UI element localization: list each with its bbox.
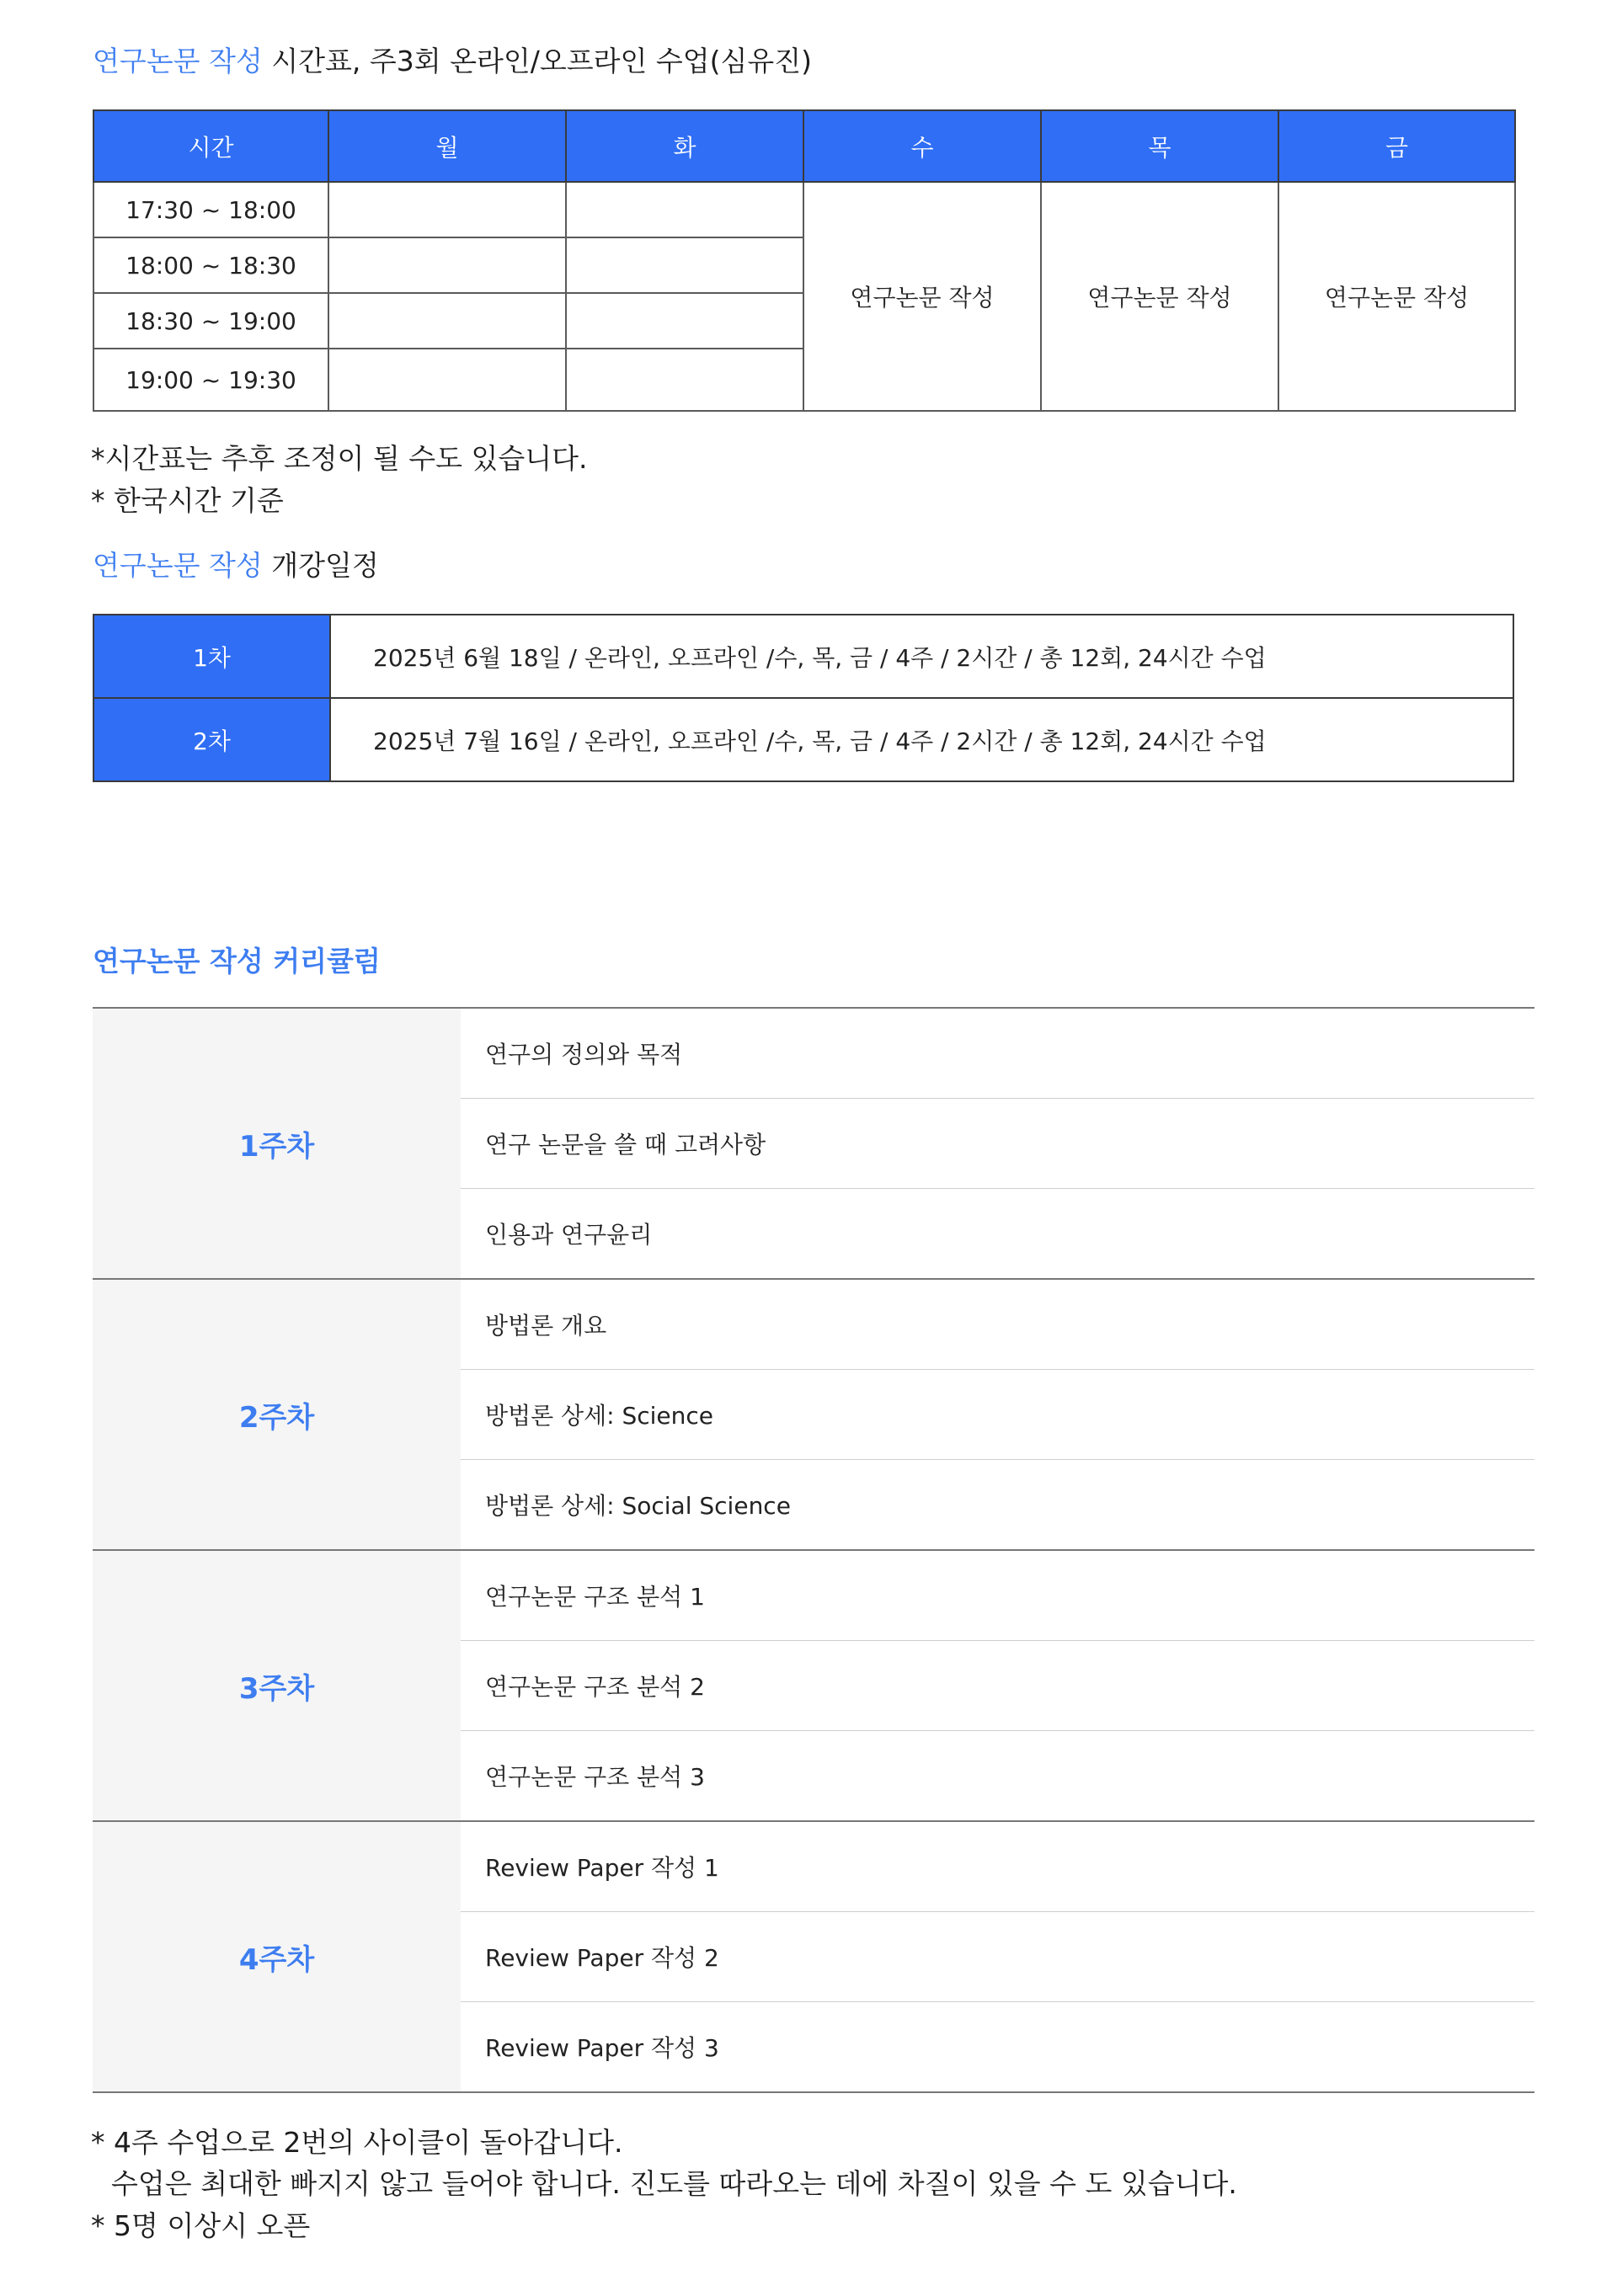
topic-item: 연구 논문을 쓸 때 고려사항 bbox=[461, 1099, 1534, 1189]
week-block bbox=[93, 1551, 1534, 1822]
week-label: 1주차 bbox=[93, 1009, 461, 1278]
week-label: 4주차 bbox=[93, 1822, 461, 2091]
header-mon: 월 bbox=[328, 110, 566, 182]
curriculum-note-attendance: 수업은 최대한 빠지지 않고 들어야 합니다. 진도를 따라오는 데에 차질이 있을 수 도 있습니다. bbox=[111, 2167, 1237, 2200]
topic-item: Review Paper 작성 2 bbox=[461, 1912, 1534, 2002]
curriculum-note-cycle: * 4주 수업으로 2번의 사이클이 돌아갑니다. bbox=[91, 2126, 623, 2159]
time-slot: 18:30 ~ 19:00 bbox=[93, 293, 328, 349]
time-slot: 17:30 ~ 18:00 bbox=[93, 182, 328, 237]
curriculum-heading: 연구논문 작성 커리큘럼 bbox=[93, 945, 381, 978]
timetable-heading-rest: 시간표, 주3회 온라인/오프라인 수업(심유진) bbox=[262, 45, 813, 77]
topic-list bbox=[461, 1009, 1534, 1278]
week-label: 3주차 bbox=[93, 1551, 461, 1820]
schedule-label: 2차 bbox=[93, 698, 330, 781]
schedule-row bbox=[93, 698, 1513, 781]
wed-class: 연구논문 작성 bbox=[803, 182, 1041, 411]
timetable-note-adjust: *시간표는 추후 조정이 될 수도 있습니다. bbox=[91, 442, 588, 475]
empty-cell bbox=[566, 182, 803, 237]
timetable-heading-highlight: 연구논문 작성 bbox=[93, 45, 263, 77]
time-slot: 19:00 ~ 19:30 bbox=[93, 349, 328, 411]
header-wed: 수 bbox=[803, 110, 1041, 182]
fri-class: 연구논문 작성 bbox=[1278, 182, 1515, 411]
topic-item: 방법론 상세: Science bbox=[461, 1370, 1534, 1460]
empty-cell bbox=[328, 182, 566, 237]
week-block bbox=[93, 1280, 1534, 1551]
header-time: 시간 bbox=[93, 110, 328, 182]
empty-cell bbox=[328, 349, 566, 411]
curriculum-note-minimum: * 5명 이상시 오픈 bbox=[91, 2209, 311, 2242]
header-tue: 화 bbox=[566, 110, 803, 182]
thu-class: 연구논문 작성 bbox=[1041, 182, 1278, 411]
schedule-detail: 2025년 6월 18일 / 온라인, 오프라인 /수, 목, 금 / 4주 / 2시간 / 총 12회, 24시간 수업 bbox=[330, 615, 1513, 698]
topic-item: Review Paper 작성 3 bbox=[485, 2034, 719, 2062]
timetable-header-row bbox=[93, 110, 1515, 182]
header-thu: 목 bbox=[1041, 110, 1278, 182]
empty-cell bbox=[566, 237, 803, 293]
week-block bbox=[93, 1009, 1534, 1280]
timetable bbox=[93, 109, 1516, 412]
empty-cell bbox=[566, 293, 803, 349]
topic-item: 연구논문 구조 분석 2 bbox=[461, 1641, 1534, 1731]
topic-item: 인용과 연구윤리 bbox=[485, 1221, 653, 1249]
schedule-heading-highlight: 연구논문 작성 bbox=[93, 549, 263, 582]
week-block bbox=[93, 1822, 1534, 2093]
schedule-detail: 2025년 7월 16일 / 온라인, 오프라인 /수, 목, 금 / 4주 / 2시간 / 총 12회, 24시간 수업 bbox=[330, 698, 1513, 781]
schedule-heading bbox=[93, 549, 379, 582]
header-fri: 금 bbox=[1278, 110, 1515, 182]
topic-item: 연구논문 구조 분석 1 bbox=[461, 1551, 1534, 1641]
topic-list bbox=[461, 1822, 1534, 2091]
topic-item: Review Paper 작성 1 bbox=[461, 1822, 1534, 1912]
schedule-row bbox=[93, 615, 1513, 698]
schedule-table bbox=[93, 614, 1514, 782]
week-label: 2주차 bbox=[93, 1280, 461, 1549]
topic-item: 연구논문 구조 분석 3 bbox=[485, 1763, 705, 1791]
curriculum-table bbox=[93, 1007, 1534, 2093]
time-slot: 18:00 ~ 18:30 bbox=[93, 237, 328, 293]
timetable-heading bbox=[93, 47, 812, 75]
topic-item: 방법론 개요 bbox=[461, 1280, 1534, 1370]
topic-list bbox=[461, 1551, 1534, 1820]
empty-cell bbox=[328, 237, 566, 293]
schedule-heading-rest: 개강일정 bbox=[262, 549, 379, 582]
topic-item: 연구의 정의와 목적 bbox=[461, 1009, 1534, 1099]
topic-list bbox=[461, 1280, 1534, 1549]
timetable-row bbox=[93, 182, 1515, 237]
empty-cell bbox=[328, 293, 566, 349]
empty-cell bbox=[566, 349, 803, 411]
topic-item: 방법론 상세: Social Science bbox=[485, 1492, 791, 1520]
timetable-note-kst: * 한국시간 기준 bbox=[91, 484, 284, 517]
schedule-label: 1차 bbox=[93, 615, 330, 698]
